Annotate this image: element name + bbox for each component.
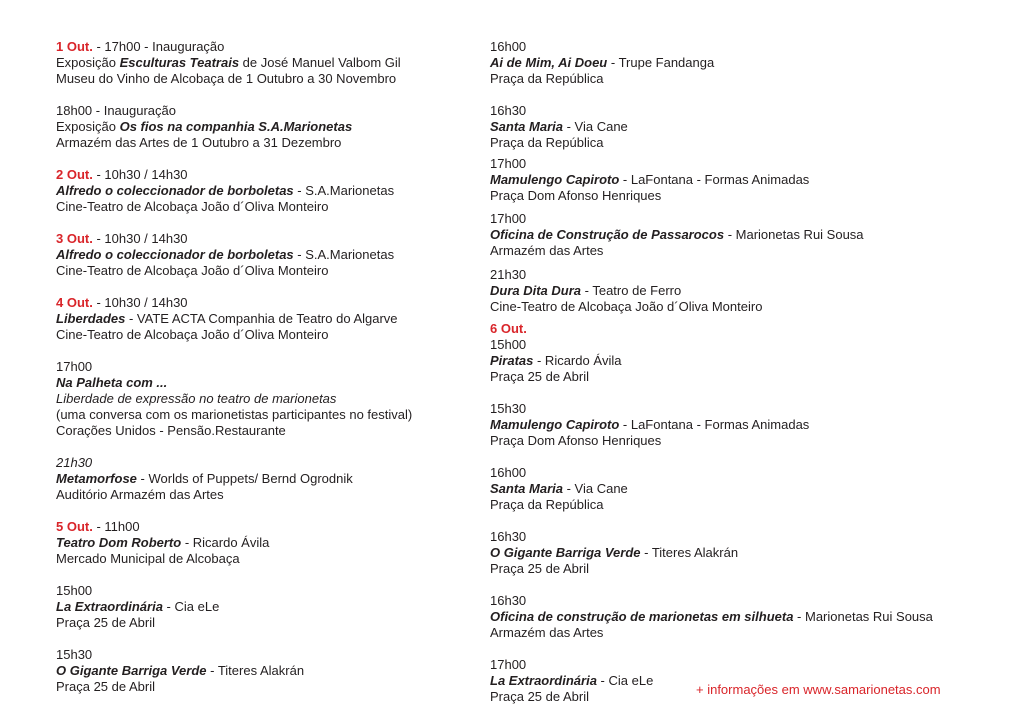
event-place: Armazém das Artes [490, 243, 604, 258]
event-entry [490, 267, 1000, 315]
event-company: - Ricardo Ávila [533, 353, 622, 368]
event-time: 17h00 [490, 211, 527, 226]
event-title: Alfredo o coleccionador de borboletas [56, 183, 294, 198]
event-title: La Extraordinária [490, 673, 597, 688]
event-date: 1 Out. [56, 39, 93, 54]
event-entry [490, 103, 1000, 151]
event-title: Dura Dita Dura [490, 283, 582, 298]
event-date: 3 Out. [56, 231, 93, 246]
event-date: 4 Out. [56, 295, 93, 310]
event-time: 16h30 [490, 593, 527, 608]
event-description: Exposição [56, 119, 120, 134]
event-time: 17h00 [490, 156, 527, 171]
event-time: 17h00 [56, 359, 93, 374]
left-column [56, 39, 466, 695]
event-title: La Extraordinária [56, 599, 163, 614]
event-title: Liberdades [56, 311, 126, 326]
event-title: Piratas [490, 353, 534, 368]
event-subtitle: Liberdade de expressão no teatro de marionetas [56, 391, 337, 406]
event-entry [56, 103, 466, 151]
event-time: - 11h00 [92, 519, 140, 534]
event-date: 2 Out. [56, 167, 93, 182]
event-title: Teatro Dom Roberto [56, 535, 182, 550]
event-company: - Ricardo Ávila [181, 535, 270, 550]
event-place: Praça Dom Afonso Henriques [490, 433, 662, 448]
event-company: - Worlds of Puppets/ Bernd Ogrodnik [136, 471, 353, 486]
event-entry [56, 231, 466, 279]
event-place: Praça 25 de Abril [490, 369, 590, 384]
event-title: O Gigante Barriga Verde [56, 663, 207, 678]
event-time: 21h30 [490, 267, 527, 282]
event-company: - Cia eLe [162, 599, 220, 614]
event-title: O Gigante Barriga Verde [490, 545, 641, 560]
event-place: Praça 25 de Abril [490, 689, 590, 704]
event-company: - Titeres Alakrán [640, 545, 739, 560]
event-company: - Marionetas Rui Sousa [724, 227, 864, 242]
event-time: 15h00 [56, 583, 93, 598]
event-entry [490, 529, 1000, 577]
event-place: Praça 25 de Abril [56, 615, 156, 630]
event-time: 15h30 [56, 647, 93, 662]
event-entry [490, 211, 1000, 259]
event-title: Ai de Mim, Ai Doeu [490, 55, 608, 70]
event-time: - 10h30 / 14h30 [92, 167, 188, 182]
event-time: - 10h30 / 14h30 [92, 231, 188, 246]
event-title: Na Palheta com ... [56, 375, 168, 390]
event-company: - VATE ACTA Companhia de Teatro do Algarve [125, 311, 398, 326]
event-place: Museu do Vinho de Alcobaça de 1 Outubro a 30 Novembro [56, 71, 397, 86]
event-time: - 17h00 - Inauguração [92, 39, 225, 54]
event-title: Mamulengo Capiroto [490, 417, 620, 432]
event-time: 15h00 [490, 337, 527, 352]
event-company: - LaFontana - Formas Animadas [619, 417, 810, 432]
event-place: Cine-Teatro de Alcobaça João d´Oliva Monteiro [56, 263, 329, 278]
event-place: Praça 25 de Abril [490, 561, 590, 576]
event-entry [56, 647, 466, 695]
event-company: - Titeres Alakrán [206, 663, 305, 678]
event-entry [490, 337, 1000, 385]
event-place: Praça Dom Afonso Henriques [490, 188, 662, 203]
event-title: Alfredo o coleccionador de borboletas [56, 247, 294, 262]
event-entry [56, 167, 466, 215]
event-title: Metamorfose [56, 471, 137, 486]
event-entry [490, 593, 1000, 641]
event-company: - LaFontana - Formas Animadas [619, 172, 810, 187]
event-place: Praça da República [490, 497, 604, 512]
event-date: 5 Out. [56, 519, 93, 534]
event-title: Oficina de construção de marionetas em silhueta [490, 609, 794, 624]
event-place: Cine-Teatro de Alcobaça João d´Oliva Monteiro [490, 299, 763, 314]
event-entry [56, 583, 466, 631]
event-time: 15h30 [490, 401, 527, 416]
event-note: (uma conversa com os marionetistas participantes no festival) [56, 407, 413, 422]
event-time: 21h30 [56, 455, 93, 470]
event-title: Mamulengo Capiroto [490, 172, 620, 187]
event-company: - Trupe Fandanga [607, 55, 715, 70]
event-title: Santa Maria [490, 119, 563, 134]
event-company: - Via Cane [562, 119, 628, 134]
event-entry [490, 401, 1000, 449]
event-time: 17h00 [490, 657, 527, 672]
event-time: 16h00 [490, 465, 527, 480]
event-place: Praça da República [490, 135, 604, 150]
event-company: - Cia eLe [596, 673, 654, 688]
event-entry [56, 455, 466, 503]
event-place: Cine-Teatro de Alcobaça João d´Oliva Monteiro [56, 327, 329, 342]
event-place: Praça 25 de Abril [56, 679, 156, 694]
event-time: 16h00 [490, 39, 527, 54]
event-company: de José Manuel Valbom Gil [239, 55, 401, 70]
event-company: - Via Cane [562, 481, 628, 496]
event-description: Exposição [56, 55, 120, 70]
event-entry [490, 465, 1000, 513]
event-place: Cine-Teatro de Alcobaça João d´Oliva Monteiro [56, 199, 329, 214]
event-place: Armazém das Artes [490, 625, 604, 640]
event-title: Esculturas Teatrais [119, 55, 240, 70]
event-entry [56, 359, 466, 439]
day-heading: 6 Out. [490, 321, 527, 336]
event-company: - Teatro de Ferro [581, 283, 682, 298]
event-entry [56, 295, 466, 343]
event-place: Armazém das Artes de 1 Outubro a 31 Dezembro [56, 135, 342, 150]
event-company: - S.A.Marionetas [293, 247, 395, 262]
event-time: - 10h30 / 14h30 [92, 295, 188, 310]
event-place: Mercado Municipal de Alcobaça [56, 551, 240, 566]
event-place: Praça da República [490, 71, 604, 86]
event-time: 16h30 [490, 103, 527, 118]
right-column [490, 39, 1000, 705]
event-company: - S.A.Marionetas [293, 183, 395, 198]
event-entry [490, 39, 1000, 87]
event-place: Corações Unidos - Pensão.Restaurante [56, 423, 286, 438]
event-entry [56, 39, 466, 87]
event-company: - Marionetas Rui Sousa [793, 609, 933, 624]
event-title: Os fios na companhia S.A.Marionetas [119, 119, 353, 134]
more-info-link[interactable]: + informações em www.samarionetas.com [696, 682, 941, 697]
event-time: 18h00 - Inauguração [56, 103, 176, 118]
event-title: Oficina de Construção de Passarocos [490, 227, 725, 242]
event-time: 16h30 [490, 529, 527, 544]
event-entry [490, 156, 1000, 204]
event-place: Auditório Armazém das Artes [56, 487, 224, 502]
event-title: Santa Maria [490, 481, 563, 496]
event-entry [56, 519, 466, 567]
